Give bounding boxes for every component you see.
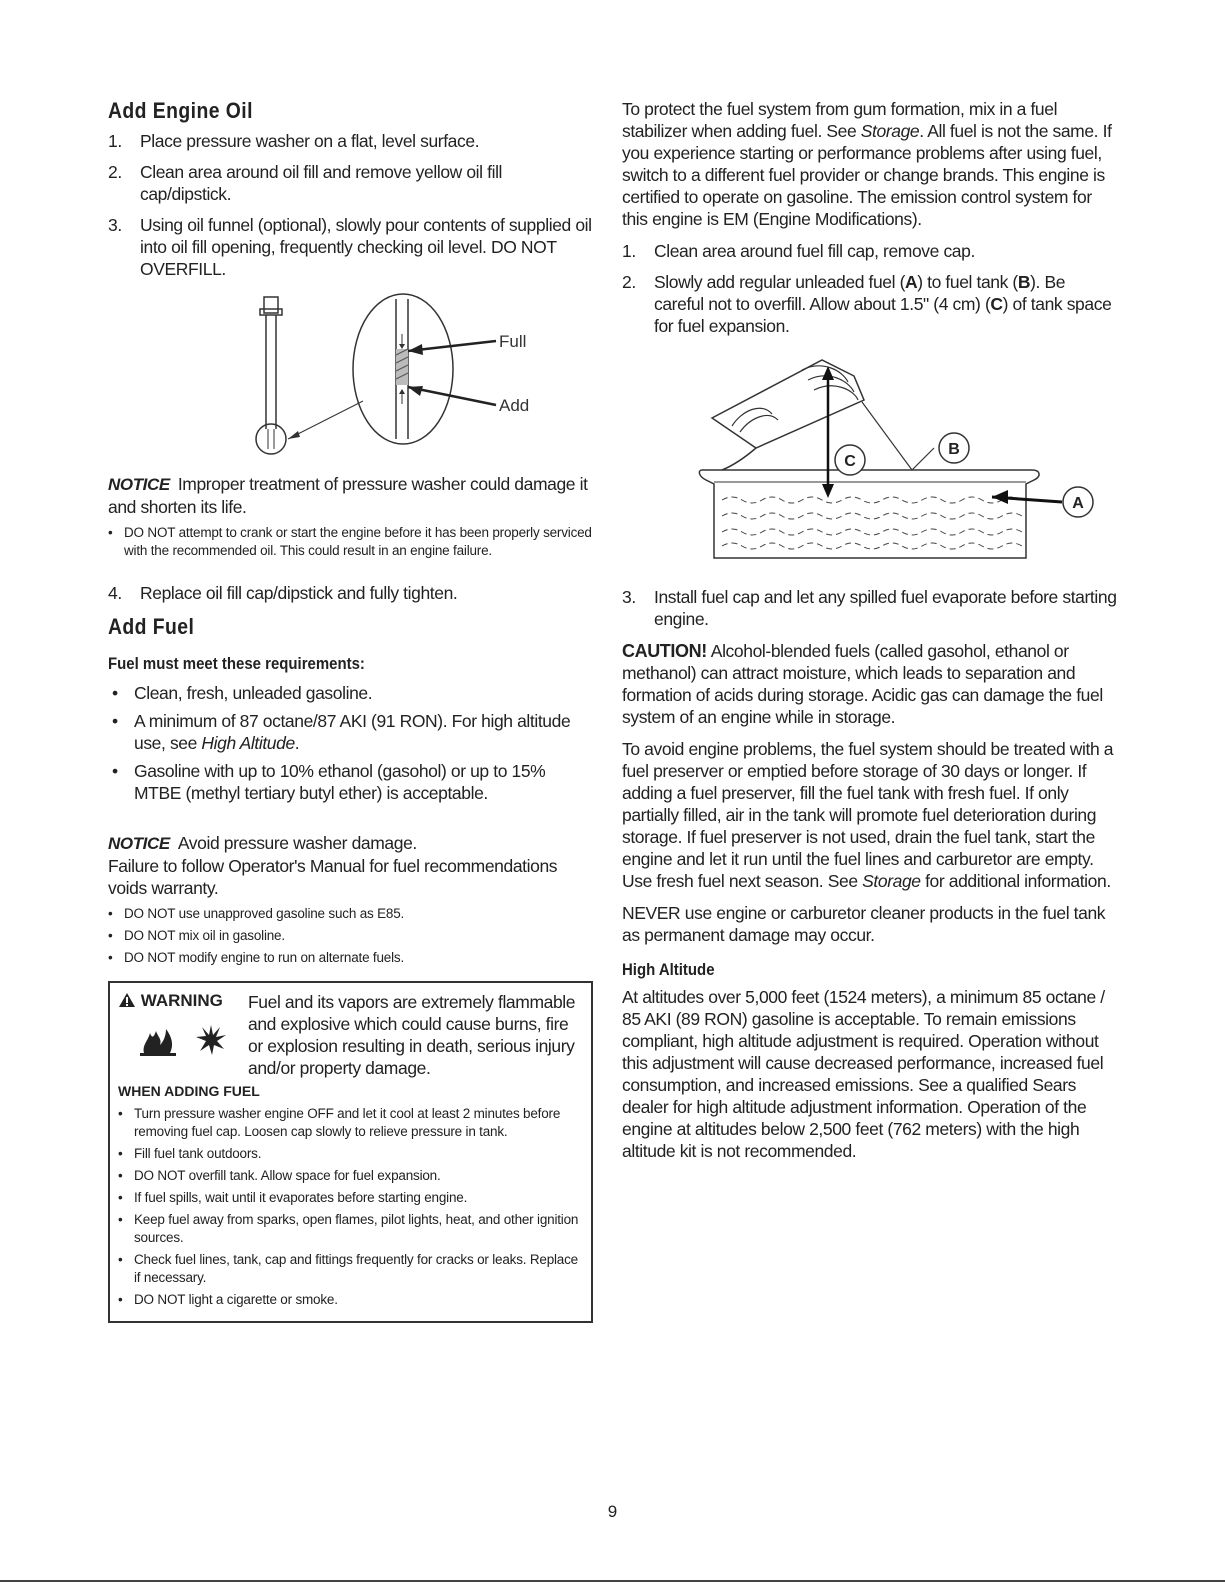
list-item xyxy=(622,240,1117,262)
list-item xyxy=(622,271,1117,337)
bullet-text: If fuel spills, wait until it evaporates before starting engine. xyxy=(134,1190,468,1205)
list-item xyxy=(118,1167,581,1185)
text-segment: for additional information. xyxy=(920,871,1111,891)
page-number: 9 xyxy=(607,1502,618,1521)
step-text: Clean area around oil fill and remove yellow oil fill cap/dipstick. xyxy=(140,162,503,204)
bullet-icon: • xyxy=(112,683,118,703)
list-item xyxy=(118,1291,581,1309)
step-text xyxy=(654,271,1117,337)
left-column xyxy=(108,98,593,1323)
fuel-intro xyxy=(622,98,1117,230)
text-segment: . All fuel is not the same. If you experience starting or performance problems after using fuel, switch to a different fuel provider or change brands. This engine is certified to operate on gasoline. The emission control system for this engine is EM (Engine Modifications). xyxy=(622,121,1112,229)
list-item xyxy=(108,710,593,754)
bullet-icon: • xyxy=(118,1190,123,1205)
high-altitude-text: At altitudes over 5,000 feet (1524 meters), a minimum 85 octane / 85 AKI (89 RON) gasoline is acceptable. To remain emissions compliant, high altitude adjustment is required. Operation without this adjustment will cause decreased performance, increased fuel consumption, and increased emissions. See a qualified Sears dealer for high altitude adjustment information. Operation of the engine at altitudes below 2,500 feet (762 meters) with the high altitude kit is not recommended. xyxy=(622,987,1105,1161)
warning-title xyxy=(118,991,246,1013)
fuel-step3 xyxy=(622,586,1117,630)
step-number: 3. xyxy=(622,587,636,607)
caution-text: Alcohol-blended fuels (called gasohol, ethanol or methanol) can attract moisture, which leads to separation and formation of acids during storage. Acidic gas can damage the fuel system of an engine while in storage. xyxy=(622,641,1103,727)
fuel-steps xyxy=(622,240,1117,337)
notice-fuel-text2: Failure to follow Operator's Manual for fuel recommendations voids warranty. xyxy=(108,856,558,898)
notice-fuel xyxy=(108,832,593,855)
storage-reference: Storage xyxy=(860,121,920,141)
step-number: 1. xyxy=(108,131,122,151)
bullet-text: DO NOT mix oil in gasoline. xyxy=(124,928,285,943)
bullet-text: DO NOT attempt to crank or start the engine before it has been properly serviced with the recommended oil. This could result in an engine failure. xyxy=(124,525,592,558)
bullet-text xyxy=(134,710,593,754)
storage-reference: Storage xyxy=(862,871,921,891)
text-segment: A minimum of 87 octane/87 AKI (91 RON). For high altitude use, see xyxy=(134,711,571,753)
section-title-fuel: Add Fuel xyxy=(108,614,195,639)
step-number: 3. xyxy=(108,215,122,235)
notice-text: Improper treatment of pressure washer could damage it and shorten its life. xyxy=(108,474,588,517)
list-item xyxy=(108,905,593,923)
list-item xyxy=(108,130,593,152)
bullet-icon: • xyxy=(112,711,118,731)
step-text: Place pressure washer on a flat, level surface. xyxy=(140,131,480,151)
list-item xyxy=(108,682,593,704)
bullet-icon: • xyxy=(118,1146,123,1161)
list-item xyxy=(108,582,593,604)
ref-a: A xyxy=(905,272,918,292)
list-item xyxy=(108,524,593,560)
warning-header xyxy=(118,991,581,1079)
bullet-icon: • xyxy=(118,1212,123,1227)
bullet-text: DO NOT overfill tank. Allow space for fuel expansion. xyxy=(134,1168,441,1183)
step-text: Install fuel cap and let any spilled fuel evaporate before starting engine. xyxy=(654,587,1117,629)
engine-oil-steps xyxy=(108,130,593,280)
warning-word: WARNING xyxy=(140,991,223,1010)
list-item xyxy=(108,214,593,280)
fuel-req-heading: Fuel must meet these requirements: xyxy=(108,654,365,673)
list-item xyxy=(118,1105,581,1141)
step-text: Replace oil fill cap/dipstick and fully tighten. xyxy=(140,583,458,603)
label-b: B xyxy=(948,441,960,458)
list-item xyxy=(108,949,593,967)
warning-subheading: WHEN ADDING FUEL xyxy=(118,1083,260,1099)
caution-label: CAUTION! xyxy=(622,641,707,661)
bullet-icon: • xyxy=(108,950,113,965)
high-altitude-heading: High Altitude xyxy=(622,960,715,979)
text-segment: . xyxy=(294,733,300,753)
list-item xyxy=(118,1251,581,1287)
notice-oil-bullets xyxy=(108,524,593,560)
add-label: Add xyxy=(499,396,530,415)
bullet-icon: • xyxy=(112,761,118,781)
avoid-paragraph xyxy=(622,738,1117,892)
warning-bullets xyxy=(118,1105,581,1309)
high-altitude-reference: High Altitude xyxy=(201,733,295,753)
bullet-icon: • xyxy=(108,525,113,540)
explosion-icon xyxy=(194,1023,228,1057)
bullet-icon: • xyxy=(108,928,113,943)
bullet-text: DO NOT modify engine to run on alternate fuels. xyxy=(124,950,404,965)
bullet-text: DO NOT light a cigarette or smoke. xyxy=(134,1292,338,1307)
list-item xyxy=(108,161,593,205)
list-item xyxy=(118,1211,581,1247)
warning-text: Fuel and its vapors are extremely flammable and explosive which could cause burns, fire or explosion resulting in death, serious injury and/or property damage. xyxy=(248,992,576,1078)
fuel-requirements xyxy=(108,682,593,804)
text-segment: ). Be careful not to overfill. Allow about 1.5" (4 cm) ( xyxy=(654,272,1066,314)
list-item xyxy=(118,1189,581,1207)
list-item xyxy=(108,760,593,804)
list-item xyxy=(622,586,1117,630)
text-segment: ) to fuel tank ( xyxy=(917,272,1018,292)
text-segment: ) of tank space for fuel expansion. xyxy=(654,294,1112,336)
text-segment: To avoid engine problems, the fuel system should be treated with a fuel preserver or emptied before storage of 30 days or longer. If adding a fuel preserver, fill the fuel tank with fresh fuel. If only partially filled, air in the tank will promote fuel deterioration during storage. If fuel preserver is not used, drain the fuel tank, start the engine and let it run until the fuel lines and carburetor are empty. Use fresh fuel next season. See xyxy=(622,739,1114,891)
ref-c: C xyxy=(990,294,1003,314)
right-column xyxy=(622,98,1117,1172)
bullet-icon: • xyxy=(118,1106,123,1121)
engine-oil-step4 xyxy=(108,582,593,604)
text-segment: Slowly add regular unleaded fuel ( xyxy=(654,272,906,292)
notice-oil xyxy=(108,473,593,518)
dipstick-diagram xyxy=(108,289,593,469)
bullet-text: Keep fuel away from sparks, open flames, pilot lights, heat, and other ignition sources. xyxy=(134,1212,579,1245)
notice-label: NOTICE xyxy=(108,475,170,494)
fuel-tank-diagram xyxy=(622,340,1117,580)
fire-icon xyxy=(140,1023,178,1057)
caution-paragraph xyxy=(622,640,1117,728)
step-number: 1. xyxy=(622,241,636,261)
bullet-icon: • xyxy=(118,1252,123,1267)
bullet-text: Check fuel lines, tank, cap and fittings frequently for cracks or leaks. Replace if necessary. xyxy=(134,1252,578,1285)
notice-fuel-bullets xyxy=(108,905,593,967)
bullet-text: Turn pressure washer engine OFF and let it cool at least 2 minutes before removing fuel cap. Loosen cap slowly to relieve pressure in tank. xyxy=(134,1106,561,1139)
warning-box xyxy=(108,981,593,1323)
text-segment: To protect the fuel system from gum formation, mix in a fuel stabilizer when adding fuel. See xyxy=(622,99,1058,141)
bullet-text: Fill fuel tank outdoors. xyxy=(134,1146,262,1161)
full-label: Full xyxy=(499,332,527,351)
step-text: Using oil funnel (optional), slowly pour contents of supplied oil into oil fill opening, frequently checking oil level. DO NOT OVERFILL. xyxy=(140,215,592,279)
step-number: 4. xyxy=(108,583,122,603)
bottom-divider xyxy=(0,1580,1225,1582)
bullet-icon: • xyxy=(108,906,113,921)
list-item xyxy=(118,1145,581,1163)
bullet-icon: • xyxy=(118,1292,123,1307)
step-text: Clean area around fuel fill cap, remove cap. xyxy=(654,241,975,261)
section-title-engine-oil: Add Engine Oil xyxy=(108,98,253,123)
never-paragraph: NEVER use engine or carburetor cleaner products in the fuel tank as permanent damage may occur. xyxy=(622,903,1106,945)
label-a: A xyxy=(1072,495,1084,512)
bullet-text: DO NOT use unapproved gasoline such as E85. xyxy=(124,906,405,921)
warning-triangle-icon xyxy=(118,992,136,1013)
ref-b: B xyxy=(1017,272,1031,292)
step-number: 2. xyxy=(108,162,122,182)
hazard-icons xyxy=(118,1023,248,1057)
list-item xyxy=(108,927,593,945)
bullet-icon: • xyxy=(118,1168,123,1183)
step-number: 2. xyxy=(622,272,636,292)
notice-text: Avoid pressure washer damage. xyxy=(177,833,417,853)
label-c: C xyxy=(844,453,856,470)
bullet-text: Gasoline with up to 10% ethanol (gasohol) or up to 15% MTBE (methyl tertiary butyl ether) is acceptable. xyxy=(134,761,546,803)
bullet-text: Clean, fresh, unleaded gasoline. xyxy=(134,683,373,703)
warning-left xyxy=(118,991,248,1079)
notice-label: NOTICE xyxy=(108,834,170,853)
